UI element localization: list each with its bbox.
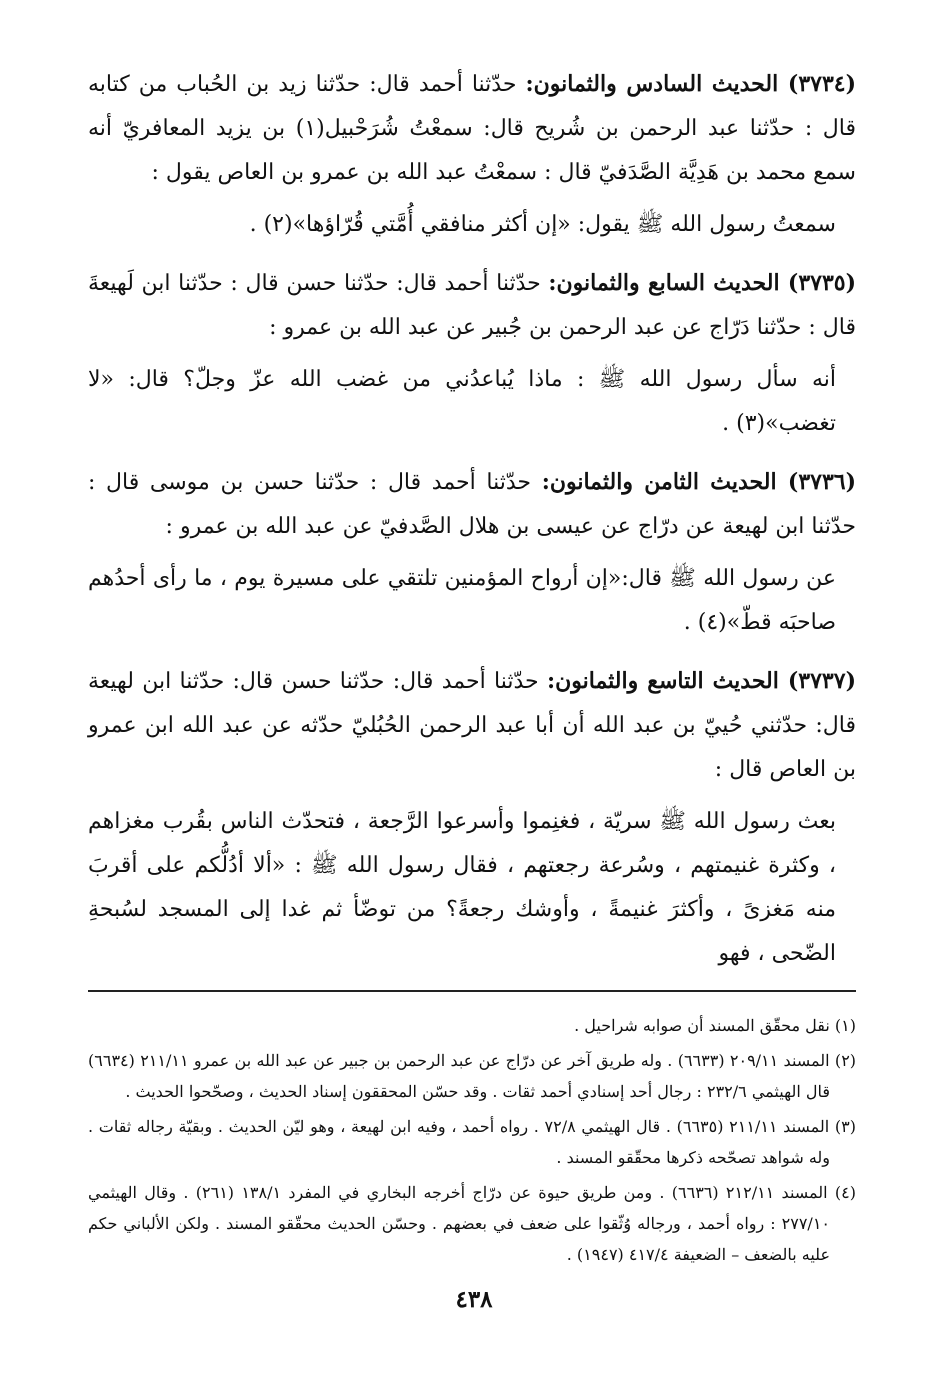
footnote-1: (١) نقل محقّق المسند أن صوابه شراحيل . — [574, 1016, 856, 1035]
hadith-isnad — [88, 62, 856, 195]
hadith-matn: سمعتُ رسول الله ﷺ يقول: «إن أكثر منافقي أُمَّتي قُرّاؤها»(٢) . — [249, 212, 836, 237]
hadith-heading — [548, 270, 856, 296]
hadith-title: الحديث السابع والثمانون: — [548, 270, 780, 296]
hadith-matn: أنه سأل رسول الله ﷺ : ماذا يُباعدُني من غضب الله عزّ وجلّ؟ قال: «لا تغضب»(٣) . — [88, 367, 836, 436]
hadith-3737 — [88, 659, 856, 976]
hadith-isnad-text: حدّثنا أحمد قال: حدّثنا زيد بن الحُباب من كتابه قال : حدّثنا عبد الرحمن بن شُريح قال: سمعْتُ شُرَحْبيل(١) بن يزيد المعافريّ أنه سمع محمد بن هَدِيَّة الصَّدَفيّ قال : سمعْتُ عبد الله بن عمرو بن العاص يقول : — [88, 72, 856, 185]
footnote-3: (٣) المسند ٢١١/١١ (٦٦٣٥) . قال الهيثمي ٧٢/٨ . رواه أحمد ، وفيه ابن لهيعة ، وهو ليّن الحديث . وبقيّة رجاله ثقات . وله شواهد تصحّحه ذكرها محقّقو المسند . — [88, 1117, 857, 1167]
footnote-4: (٤) المسند ٢١٢/١١ (٦٦٣٦) . ومن طريق حيوة عن درّاج أخرجه البخاري في المفرد ١٣٨/١ (٢٦١) . وقال الهيثمي ٢٧٧/١٠ : رواه أحمد ، ورجاله وُثّقوا على ضعف في بعضهم . وحسّن الحديث محقّقو المسند . ولكن الألباني حكم عليه بالضعف – الضعيفة ٤١٧/٤ (١٩٤٧) . — [88, 1183, 856, 1264]
hadith-isnad — [88, 659, 856, 792]
hadith-heading — [547, 668, 856, 694]
hadith-isnad-text: حدّثنا أحمد قال: حدّثنا حسن قال: حدّثنا ابن لهيعة قال: حدّثني حُييّ بن عبد الله أن أبا عبد الرحمن الحُبُليّ حدّثه عن عبد الله ابن عمرو بن العاص قال : — [88, 669, 856, 782]
hadith-title: الحديث السادس والثمانون: — [525, 71, 779, 97]
hadith-matn: بعث رسول الله ﷺ سريّة ، فغنِموا وأسرعوا الرَّجعة ، فتحدّث الناس بقُرب مغزاهم ، وكثرة غنيمتهم ، وسُرعة رجعتهم ، فقال رسول الله ﷺ : «ألا أدُلُّكم على أقربَ منه مَغزىً ، وأكثرَ غنيمةً ، وأوشك رجعةً؟ من توضّأ ثم غدا إلى المسجد لسُبحةِ الضّحى ، فهو — [88, 809, 836, 966]
hadith-number: (٣٧٣٧) — [787, 668, 856, 694]
hadith-matn: عن رسول الله ﷺ قال:«إن أرواح المؤمنين تلتقي على مسيرة يوم ، ما رأى أحدُهم صاحبَه قطّ»(٤) . — [88, 566, 836, 635]
hadith-isnad — [88, 261, 856, 350]
hadith-number: (٣٧٣٤) — [787, 71, 856, 97]
footnotes-section — [88, 990, 856, 1270]
footnote-2: (٢) المسند ٢٠٩/١١ (٦٦٣٣) . وله طريق آخر عن درّاج عن عبد الرحمن بن جبير عن عبد الله بن عمرو ٢١١/١١ (٦٦٣٤) قال الهيثمي ٢٣٢/٦ : رجال أحد إسنادي أحمد ثقات . وقد حسّن المحققون إسناد الحديث ، وصحّحوا الحديث . — [88, 1051, 857, 1101]
hadith-title: الحديث التاسع والثمانون: — [546, 668, 779, 694]
page-number: ٤٣٨ — [455, 1286, 493, 1313]
hadith-3735 — [88, 261, 856, 446]
hadith-number: (٣٧٣٦) — [787, 469, 857, 495]
hadith-number: (٣٧٣٥) — [787, 270, 856, 296]
hadith-isnad — [88, 460, 856, 549]
hadith-isnad-text: حدّثنا أحمد قال: حدّثنا حسن قال : حدّثنا ابن لَهيعةَ قال : حدّثنا دَرّاج عن عبد الرحمن بن جُبير عن عبد الله بن عمرو : — [88, 271, 856, 340]
hadith-title: الحديث الثامن والثمانون: — [541, 469, 777, 495]
hadith-3736 — [88, 460, 856, 645]
hadith-3734 — [88, 62, 856, 247]
hadith-isnad-text: حدّثنا أحمد قال : حدّثنا حسن بن موسى قال : حدّثنا ابن لهيعة عن درّاج عن عيسى بن هلال الصَّدفيّ عن عبد الله بن عمرو : — [88, 470, 856, 539]
hadith-heading — [525, 71, 856, 97]
hadith-heading — [542, 469, 856, 495]
